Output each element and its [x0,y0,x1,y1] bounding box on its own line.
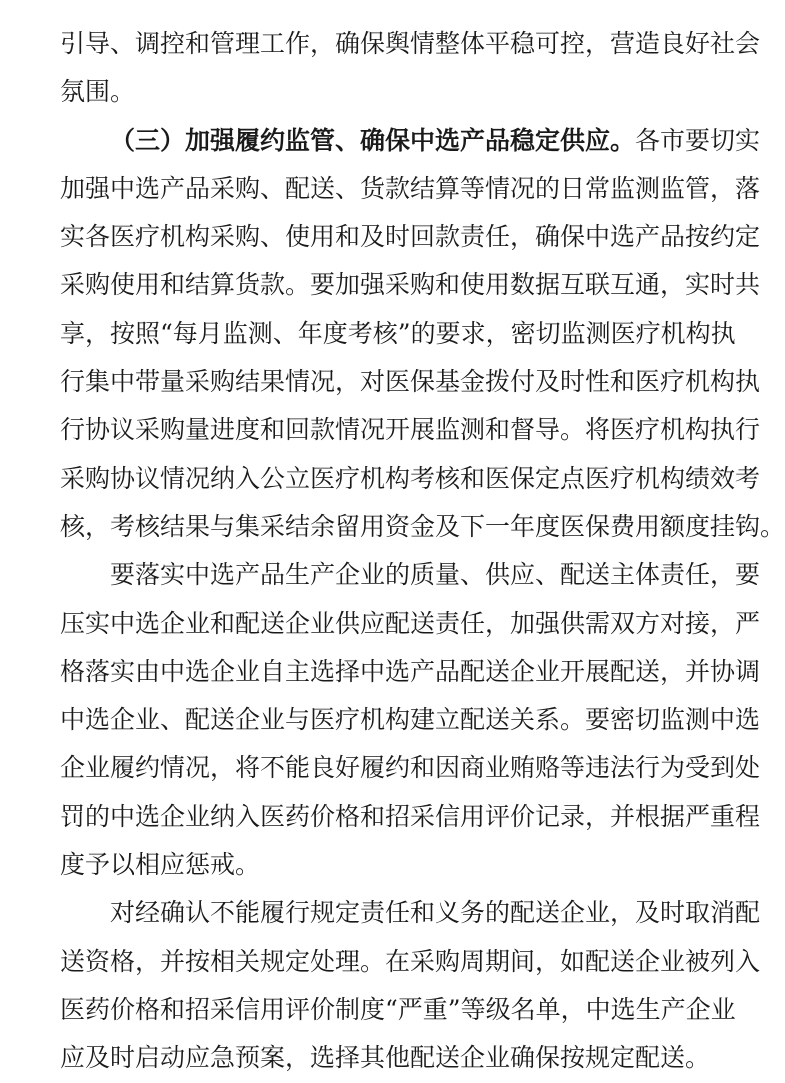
text-line [60,165,761,213]
text-line [60,551,761,599]
text-line [60,1034,711,1082]
line-text: 送资格，并按相关规定处理。在采购周期间，如配送企业被列入 [60,946,761,976]
line-text: 引导、调控和管理工作，确保舆情整体平稳可控，营造良好社会 [60,29,761,58]
text-line [60,793,761,841]
line-text: 格落实由中选企业自主选择中选产品配送企业开展配送，并协调 [60,656,761,686]
line-text: 行集中带量采购结果情况，对医保基金拨付及时性和医疗机构执 [60,367,761,397]
text-line [60,213,761,261]
text-line [60,696,761,744]
line-text: 中选企业、配送企业与医疗机构建立配送关系。要密切监测中选 [60,705,761,735]
line-text: 各市要切实 [635,125,761,155]
line-text: 行协议采购量进度和回款情况开展监测和督导。将医疗机构执行 [60,415,761,445]
text-line [60,889,761,937]
line-text: 加强中选产品采购、配送、货款结算等情况的日常监测监管，落 [60,173,761,203]
text-line [60,406,761,454]
line-text: 核，考核结果与集采结余留用资金及下一年度医保费用额度挂钩。 [60,511,785,541]
line-text: 要落实中选产品生产企业的质量、供应、配送主体责任，要 [110,560,761,590]
text-line [60,117,761,165]
line-text: 采购使用和结算货款。要加强采购和使用数据互联互通，实时共 [60,270,761,300]
document-body [60,20,785,1083]
line-text: 罚的中选企业纳入医药价格和招采信用评价记录，并根据严重程 [60,801,761,831]
line-text: 度予以相应惩戒。 [60,850,261,880]
line-text: 对经确认不能履行规定责任和义务的配送企业，及时取消配 [110,898,761,928]
text-line [60,938,761,986]
text-line [60,20,761,68]
line-text: 医药价格和招采信用评价制度“严重”等级名单，中选生产企业 [60,994,736,1024]
line-text: 享，按照“每月监测、年度考核”的要求，密切监测医疗机构执 [60,318,736,348]
text-line [60,503,785,551]
text-line [60,261,761,309]
line-text: 采购协议情况纳入公立医疗机构考核和医保定点医疗机构绩效考 [60,463,761,493]
text-line [60,744,761,792]
text-line [60,68,692,116]
line-text: 企业履约情况，将不能良好履约和因商业贿赂等违法行为受到处 [60,753,761,783]
line-text: 压实中选企业和配送企业供应配送责任，加强供需双方对接，严 [60,608,761,638]
text-line [60,600,761,648]
text-line [60,841,692,889]
line-text: 氛围。 [60,77,136,107]
text-line [60,648,761,696]
line-text: 实各医疗机构采购、使用和及时回款责任，确保中选产品按约定 [60,222,761,252]
section-heading: （三）加强履约监管、确保中选产品稳定供应。 [110,125,636,155]
text-line [60,455,761,503]
text-line [60,358,761,406]
line-text: 应及时启动应急预案，选择其他配送企业确保按规定配送。 [60,1043,711,1073]
text-line [60,986,736,1034]
text-line [60,310,736,358]
